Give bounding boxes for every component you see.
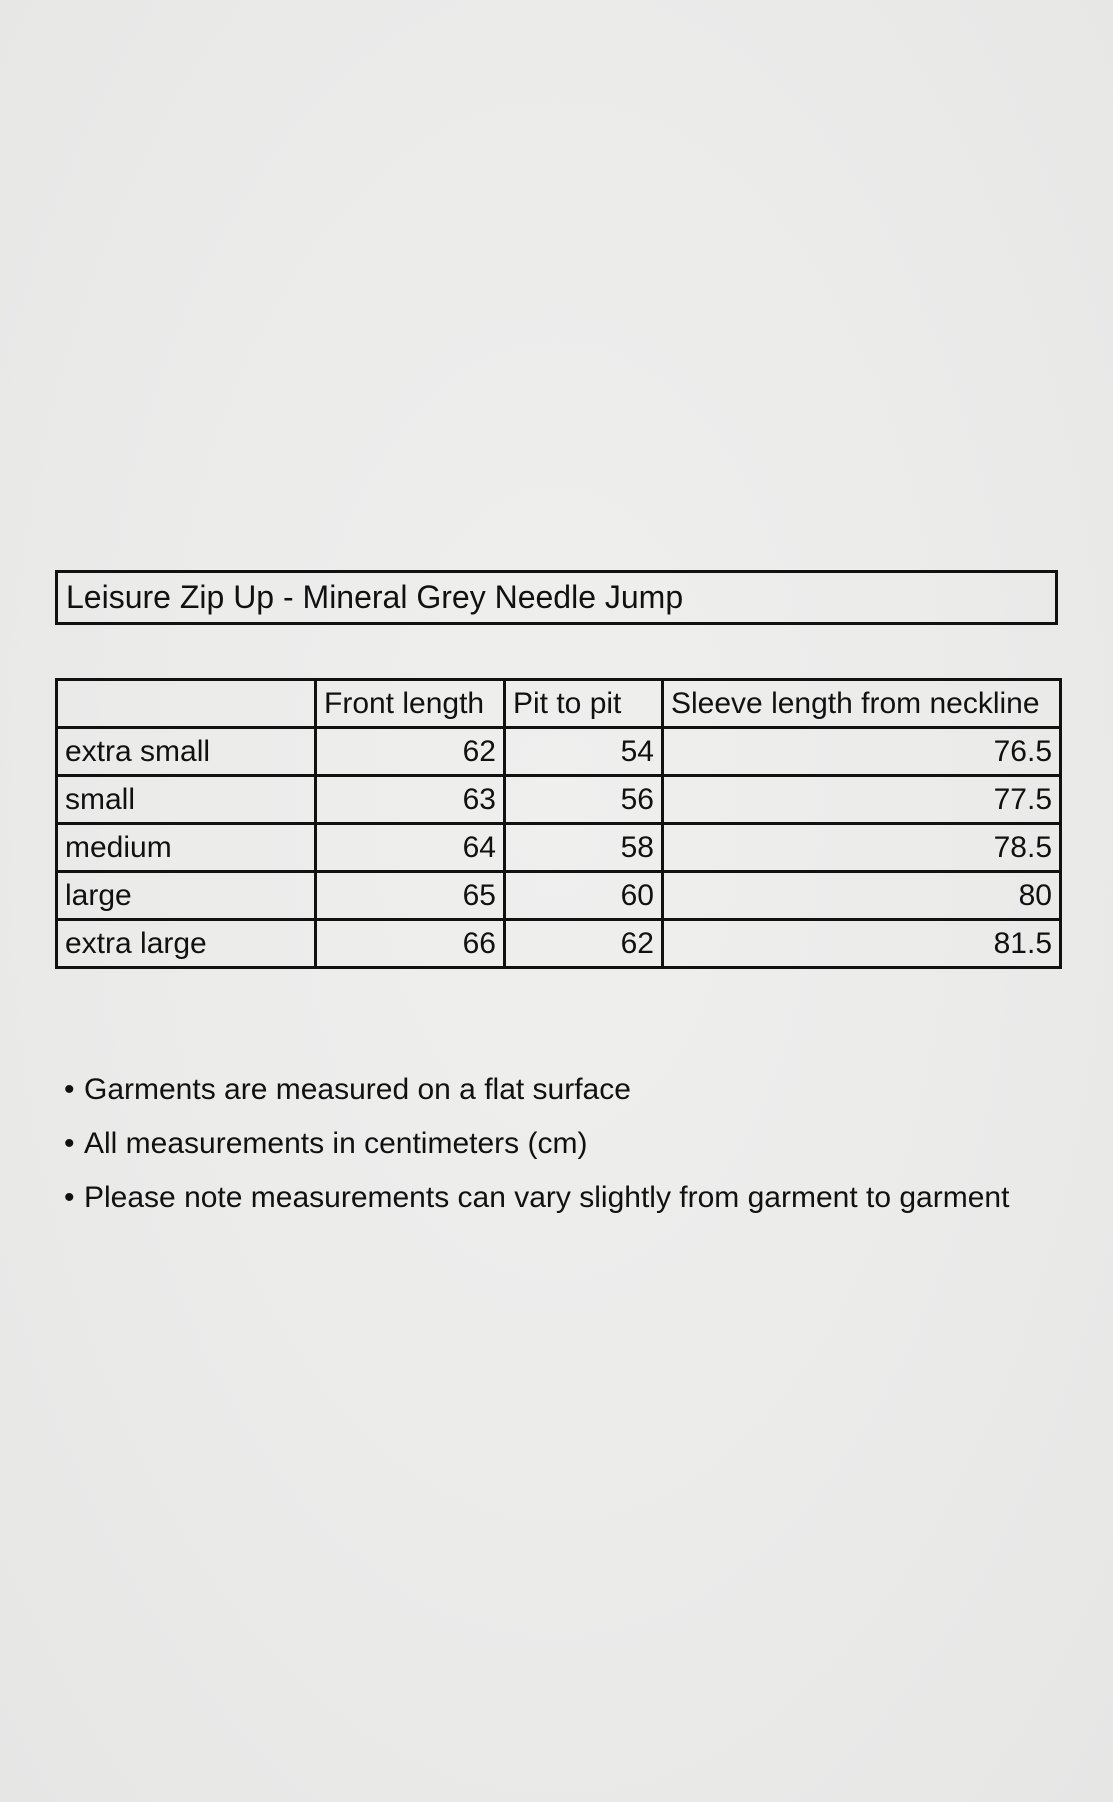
table-row (57, 776, 1061, 824)
list-item (64, 1124, 1009, 1178)
table-header-row (57, 680, 1061, 728)
note-text: Garments are measured on a flat surface (84, 1073, 631, 1106)
sleeve-length-value: 77.5 (663, 776, 1061, 824)
note-text: All measurements in centimeters (cm) (84, 1127, 588, 1160)
product-title-box (55, 570, 1058, 625)
pit-to-pit-value: 54 (505, 728, 663, 776)
note-text: Please note measurements can vary slightly from garment to garment (84, 1181, 1010, 1214)
table-row (57, 920, 1061, 968)
header-pit-to-pit: Pit to pit (505, 680, 663, 728)
list-item (64, 1178, 1009, 1232)
pit-to-pit-value: 58 (505, 824, 663, 872)
header-size (57, 680, 316, 728)
list-item (64, 1070, 1009, 1124)
front-length-value: 66 (316, 920, 505, 968)
pit-to-pit-value: 62 (505, 920, 663, 968)
table-row (57, 872, 1061, 920)
front-length-value: 64 (316, 824, 505, 872)
size-chart-table (55, 678, 1062, 969)
size-label: small (57, 776, 316, 824)
bullet-icon: • (64, 1181, 75, 1214)
size-label: large (57, 872, 316, 920)
sleeve-length-value: 76.5 (663, 728, 1061, 776)
measurement-notes (64, 1070, 1009, 1232)
front-length-value: 62 (316, 728, 505, 776)
table-row (57, 824, 1061, 872)
size-label: extra small (57, 728, 316, 776)
bullet-icon: • (64, 1073, 75, 1106)
header-sleeve-length: Sleeve length from neckline (663, 680, 1061, 728)
size-label: medium (57, 824, 316, 872)
sleeve-length-value: 78.5 (663, 824, 1061, 872)
front-length-value: 63 (316, 776, 505, 824)
front-length-value: 65 (316, 872, 505, 920)
bullet-icon: • (64, 1127, 75, 1160)
sleeve-length-value: 81.5 (663, 920, 1061, 968)
header-front-length: Front length (316, 680, 505, 728)
pit-to-pit-value: 56 (505, 776, 663, 824)
table-row (57, 728, 1061, 776)
pit-to-pit-value: 60 (505, 872, 663, 920)
product-title: Leisure Zip Up - Mineral Grey Needle Jump (66, 579, 684, 615)
sleeve-length-value: 80 (663, 872, 1061, 920)
size-label: extra large (57, 920, 316, 968)
